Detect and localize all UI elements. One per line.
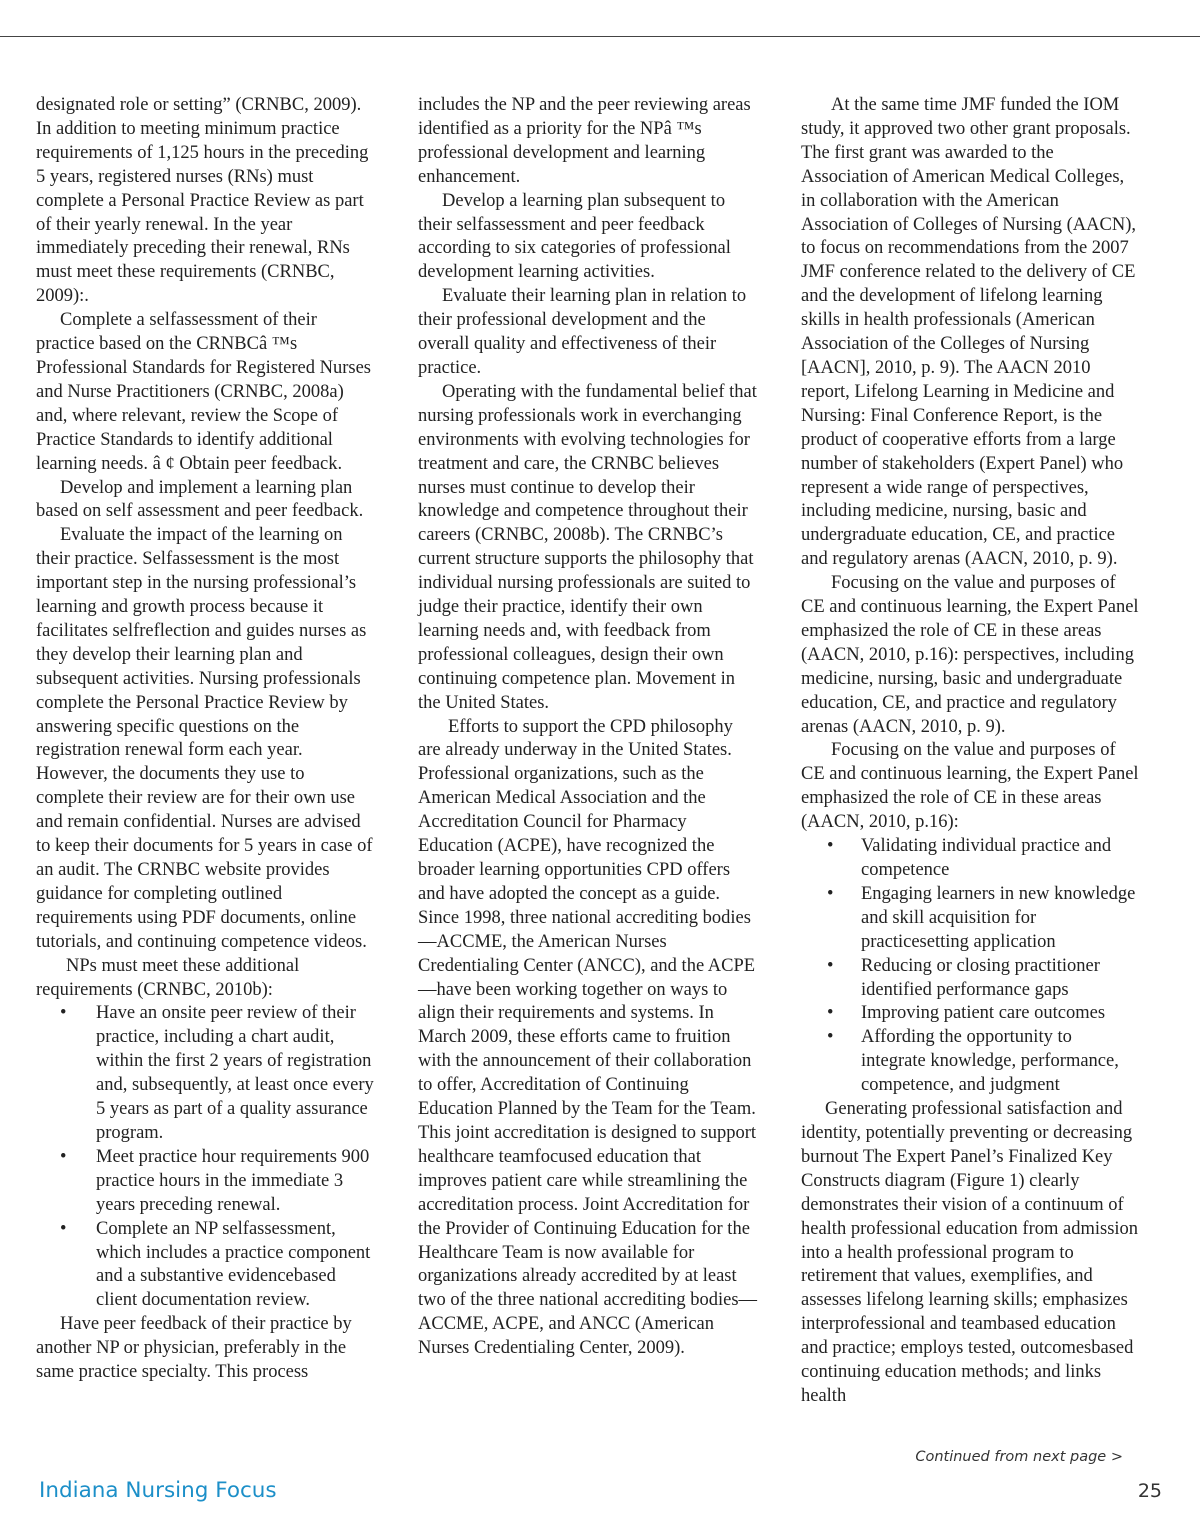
publication-title: Indiana Nursing Focus bbox=[39, 1478, 277, 1503]
col2-paragraph-5: Efforts to support the CPD philosophy are already underway in the United States. Professional organizations, such as the American Medical Association and the Accreditation Council for Pharmacy Education (ACPE), have recognized the broader learning opportunities CPD offers and have adopted the concept as a guide. Since 1998, three national accrediting bodies—ACCME, the American Nurses Credentialing Center (ANCC), and the ACPE—have been working together on ways to align their requirements and systems. In March 2009, these efforts came to fruition with the announcement of their collaboration to offer, Accreditation of Continuing Education Planned by the Team for the Team. This joint accreditation is designed to support healthcare teamfocused education that improves patient care while streamlining the accreditation process. Joint Accreditation for the Provider of Continuing Education for the Healthcare Team is now available for organizations already accredited by at least two of the three national accrediting bodies— ACCME, ACPE, and ANCC (American Nurses Credentialing Center, 2009). bbox=[418, 716, 758, 1359]
list-item: • Improving patient care outcomes bbox=[801, 1002, 1141, 1026]
column-3 bbox=[801, 94, 1141, 1409]
list-item: • Validating individual practice and competence bbox=[801, 835, 1141, 883]
col3-paragraph-2: Focusing on the value and purposes of CE and continuous learning, the Expert Panel emphasized the role of CE in these areas (AACN, 2010, p.16): perspectives, including medicine, nursing, basic and undergraduate education, CE, and practice and regulatory arenas (AACN, 2010, p. 9). bbox=[801, 573, 1139, 737]
col3-bullet-list bbox=[801, 835, 1141, 1098]
col3-paragraph-4: Generating professional satisfaction and identity, potentially preventing or decreasing burnout The Expert Panel’s Finalized Key Constructs diagram (Figure 1) clearly demonstrates their vision of a continuum of health professional education from admission into a health professional program to retirement that values, exemplifies, and assesses lifelong learning skills; emphasizes interprofessional and teambased education and practice; employs tested, outcomesbased continuing education methods; and links health bbox=[801, 1099, 1139, 1406]
col1-paragraph-3: Develop and implement a learning plan based on self assessment and peer feedback. bbox=[36, 477, 364, 522]
list-item: • Have an onsite peer review of their practice, including a chart audit, within the first 2 years of registration and, subsequently, at least once every 5 years as part of a quality assurance program. bbox=[36, 1002, 376, 1145]
col1-paragraph-6: Have peer feedback of their practice by another NP or physician, preferably in the same practice specialty. This process bbox=[36, 1314, 352, 1383]
list-item: • Complete an NP selfassessment, which includes a practice component and a substantive evidencebased client documentation review. bbox=[36, 1218, 376, 1314]
col2-paragraph-1: includes the NP and the peer reviewing areas identified as a priority for the NPâ ™s professional development and learning enhancement. bbox=[418, 95, 751, 187]
col2-paragraph-2: Develop a learning plan subsequent to their selfassessment and peer feedback according to six categories of professional development learning activities. bbox=[418, 190, 731, 283]
col2-paragraph-4: Operating with the fundamental belief that nursing professionals work in everchanging environments with evolving technologies for treatment and care, the CRNBC believes nurses must continue to develop their knowledge and competence throughout their careers (CRNBC, 2008b). The CRNBC’s current structure supports the philosophy that individual nursing professionals are suited to judge their practice, identify their own learning needs and, with feedback from professional colleagues, design their own continuing competence plan. Movement in the United States. bbox=[418, 381, 757, 713]
col3-paragraph-3: Focusing on the value and purposes of CE and continuous learning, the Expert Panel emphasized the role of CE in these areas (AACN, 2010, p.16): bbox=[801, 740, 1139, 833]
col2-paragraph-3: Evaluate their learning plan in relation to their professional development and the overall quality and effectiveness of their practice. bbox=[418, 286, 747, 378]
col1-bullet-list bbox=[36, 1002, 376, 1313]
col3-paragraph-1: At the same time JMF funded the IOM study, it approved two other grant proposals. The first grant was awarded to the Association of American Medical Colleges, in collaboration with the American Association of Colleges of Nursing (AACN), to focus on recommendations from the 2007 JMF conference related to the delivery of CE and the development of lifelong learning skills in health professionals (American Association of the Colleges of Nursing [AACN], 2010, p. 9). The AACN 2010 report, Lifelong Learning in Medicine and Nursing: Final Conference Report, is the product of cooperative efforts from a large number of stakeholders (Expert Panel) who represent a wide range of perspectives, including medicine, nursing, basic and undergraduate education, CE, and practice and regulatory arenas (AACN, 2010, p. 9). bbox=[801, 95, 1137, 570]
list-item: • Engaging learners in new knowledge and skill acquisition for practicesetting application bbox=[801, 883, 1141, 955]
continued-note: Continued from next page > bbox=[915, 1449, 1123, 1465]
col1-paragraph-5: NPs must meet these additional requirements (CRNBC, 2010b): bbox=[36, 955, 300, 1000]
col1-paragraph-1: designated role or setting” (CRNBC, 2009). In addition to meeting minimum practice requirements of 1,125 hours in the preceding 5 years, registered nurses (RNs) must complete a Personal Practice Review as part of their yearly renewal. In the year immediately preceding their renewal, RNs must meet these requirements (CRNBC, 2009):. bbox=[36, 95, 369, 307]
column-2 bbox=[418, 94, 758, 1361]
list-item: • Meet practice hour requirements 900 practice hours in the immediate 3 years preceding renewal. bbox=[36, 1146, 376, 1218]
list-item: • Affording the opportunity to integrate knowledge, performance, competence, and judgment bbox=[801, 1026, 1141, 1098]
page-number: 25 bbox=[1137, 1480, 1162, 1502]
list-item: • Reducing or closing practitioner identified performance gaps bbox=[801, 955, 1141, 1003]
col1-paragraph-2: Complete a selfassessment of their practice based on the CRNBCâ ™s Professional Standards for Registered Nurses and Nurse Practitioners (CRNBC, 2008a) and, where relevant, review the Scope of Practice Standards to identify additional learning needs. â ¢ Obtain peer feedback. bbox=[36, 310, 371, 474]
column-1 bbox=[36, 94, 376, 1385]
col1-paragraph-4: Evaluate the impact of the learning on their practice. Selfassessment is the most important step in the nursing professional’s learning and growth process because it facilitates selfreflection and guides nurses as they develop their learning plan and subsequent activities. Nursing professionals complete the Personal Practice Review by answering specific questions on the registration renewal form each year. However, the documents they use to complete their review are for their own use and remain confidential. Nurses are advised to keep their documents for 5 years in case of an audit. The CRNBC website provides guidance for completing outlined requirements using PDF documents, online tutorials, and continuing competence videos. bbox=[36, 525, 373, 952]
top-rule bbox=[0, 36, 1200, 37]
